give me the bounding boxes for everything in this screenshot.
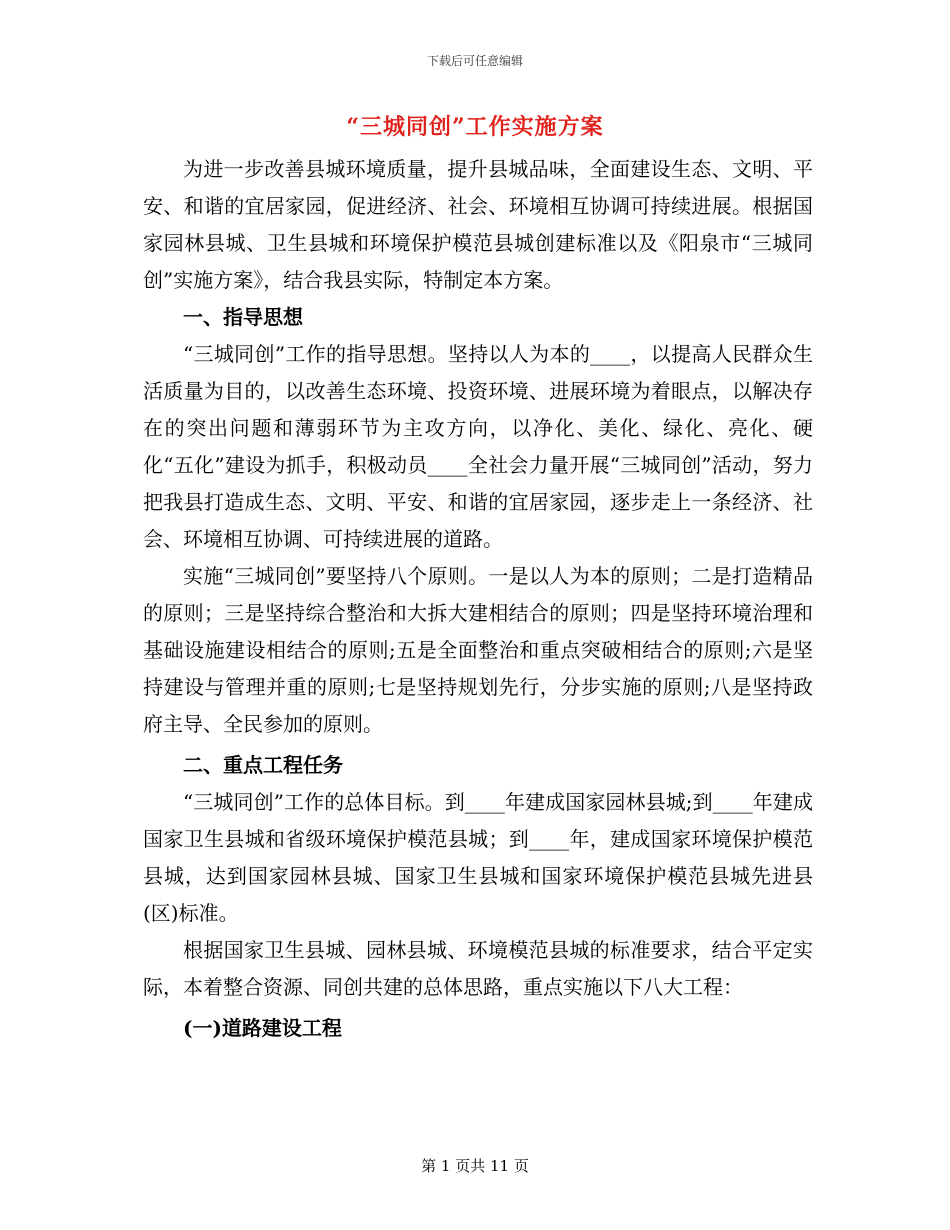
guiding-ideology-paragraph: “三城同创”工作的指导思想。坚持以人为本的____，以提高人民群众生活质量为目的，以改善生态环境、投资环境、进展环境为着眼点，以解决存在的突出问题和薄弱环节为主攻方向，以净化、美化、绿化、亮化、硬化“五化”建设为抓手，积极动员____全社会力量开展“三城同创”活动，努力把我县打造成生态、文明、平安、和谐的宜居家园，逐步走上一条经济、社会、环境相互协调、可持续进展的道路。 xyxy=(143,342,813,551)
overall-goals-paragraph: “三城同创”工作的总体目标。到____年建成国家园林县城;到____年建成国家卫生县城和省级环境保护模范县城；到____年，建成国家环境保护模范县城，达到国家园林县城、国家卫生县城和国家环境保护模范县城先进县(区)标准。 xyxy=(143,790,813,925)
page-header-note: 下载后可任意编辑 xyxy=(426,54,523,68)
document-body xyxy=(143,151,813,1047)
section-heading-guiding-ideology: 一、指导思想 xyxy=(183,305,303,329)
page-footer-number: 第 1 页共 11 页 xyxy=(421,1157,529,1175)
section-heading-key-projects: 二、重点工程任务 xyxy=(183,753,343,777)
eight-projects-paragraph: 根据国家卫生县城、园林县城、环境模范县城的标准要求，结合平定实际，本着整合资源、同创共建的总体思路，重点实施以下八大工程： xyxy=(143,938,813,999)
principles-paragraph: 实施“三城同创”要坚持八个原则。一是以人为本的原则；二是打造精品的原则；三是坚持综合整治和大拆大建相结合的原则；四是坚持环境治理和基础设施建设相结合的原则;五是全面整治和重点突破相结合的原则;六是坚持建设与管理并重的原则;七是坚持规划先行，分步实施的原则;八是坚持政府主导、全民参加的原则。 xyxy=(143,564,813,736)
intro-paragraph: 为进一步改善县城环境质量，提升县城品味，全面建设生态、文明、平安、和谐的宜居家园，促进经济、社会、环境相互协调可持续进展。根据国家园林县城、卫生县城和环境保护模范县城创建标准以及《阳泉市“三城同创”实施方案》，结合我县实际，特制定本方案。 xyxy=(143,157,813,292)
subsection-heading-road-construction: (一)道路建设工程 xyxy=(183,1016,342,1040)
document-title: “三城同创”工作实施方案 xyxy=(346,114,604,140)
